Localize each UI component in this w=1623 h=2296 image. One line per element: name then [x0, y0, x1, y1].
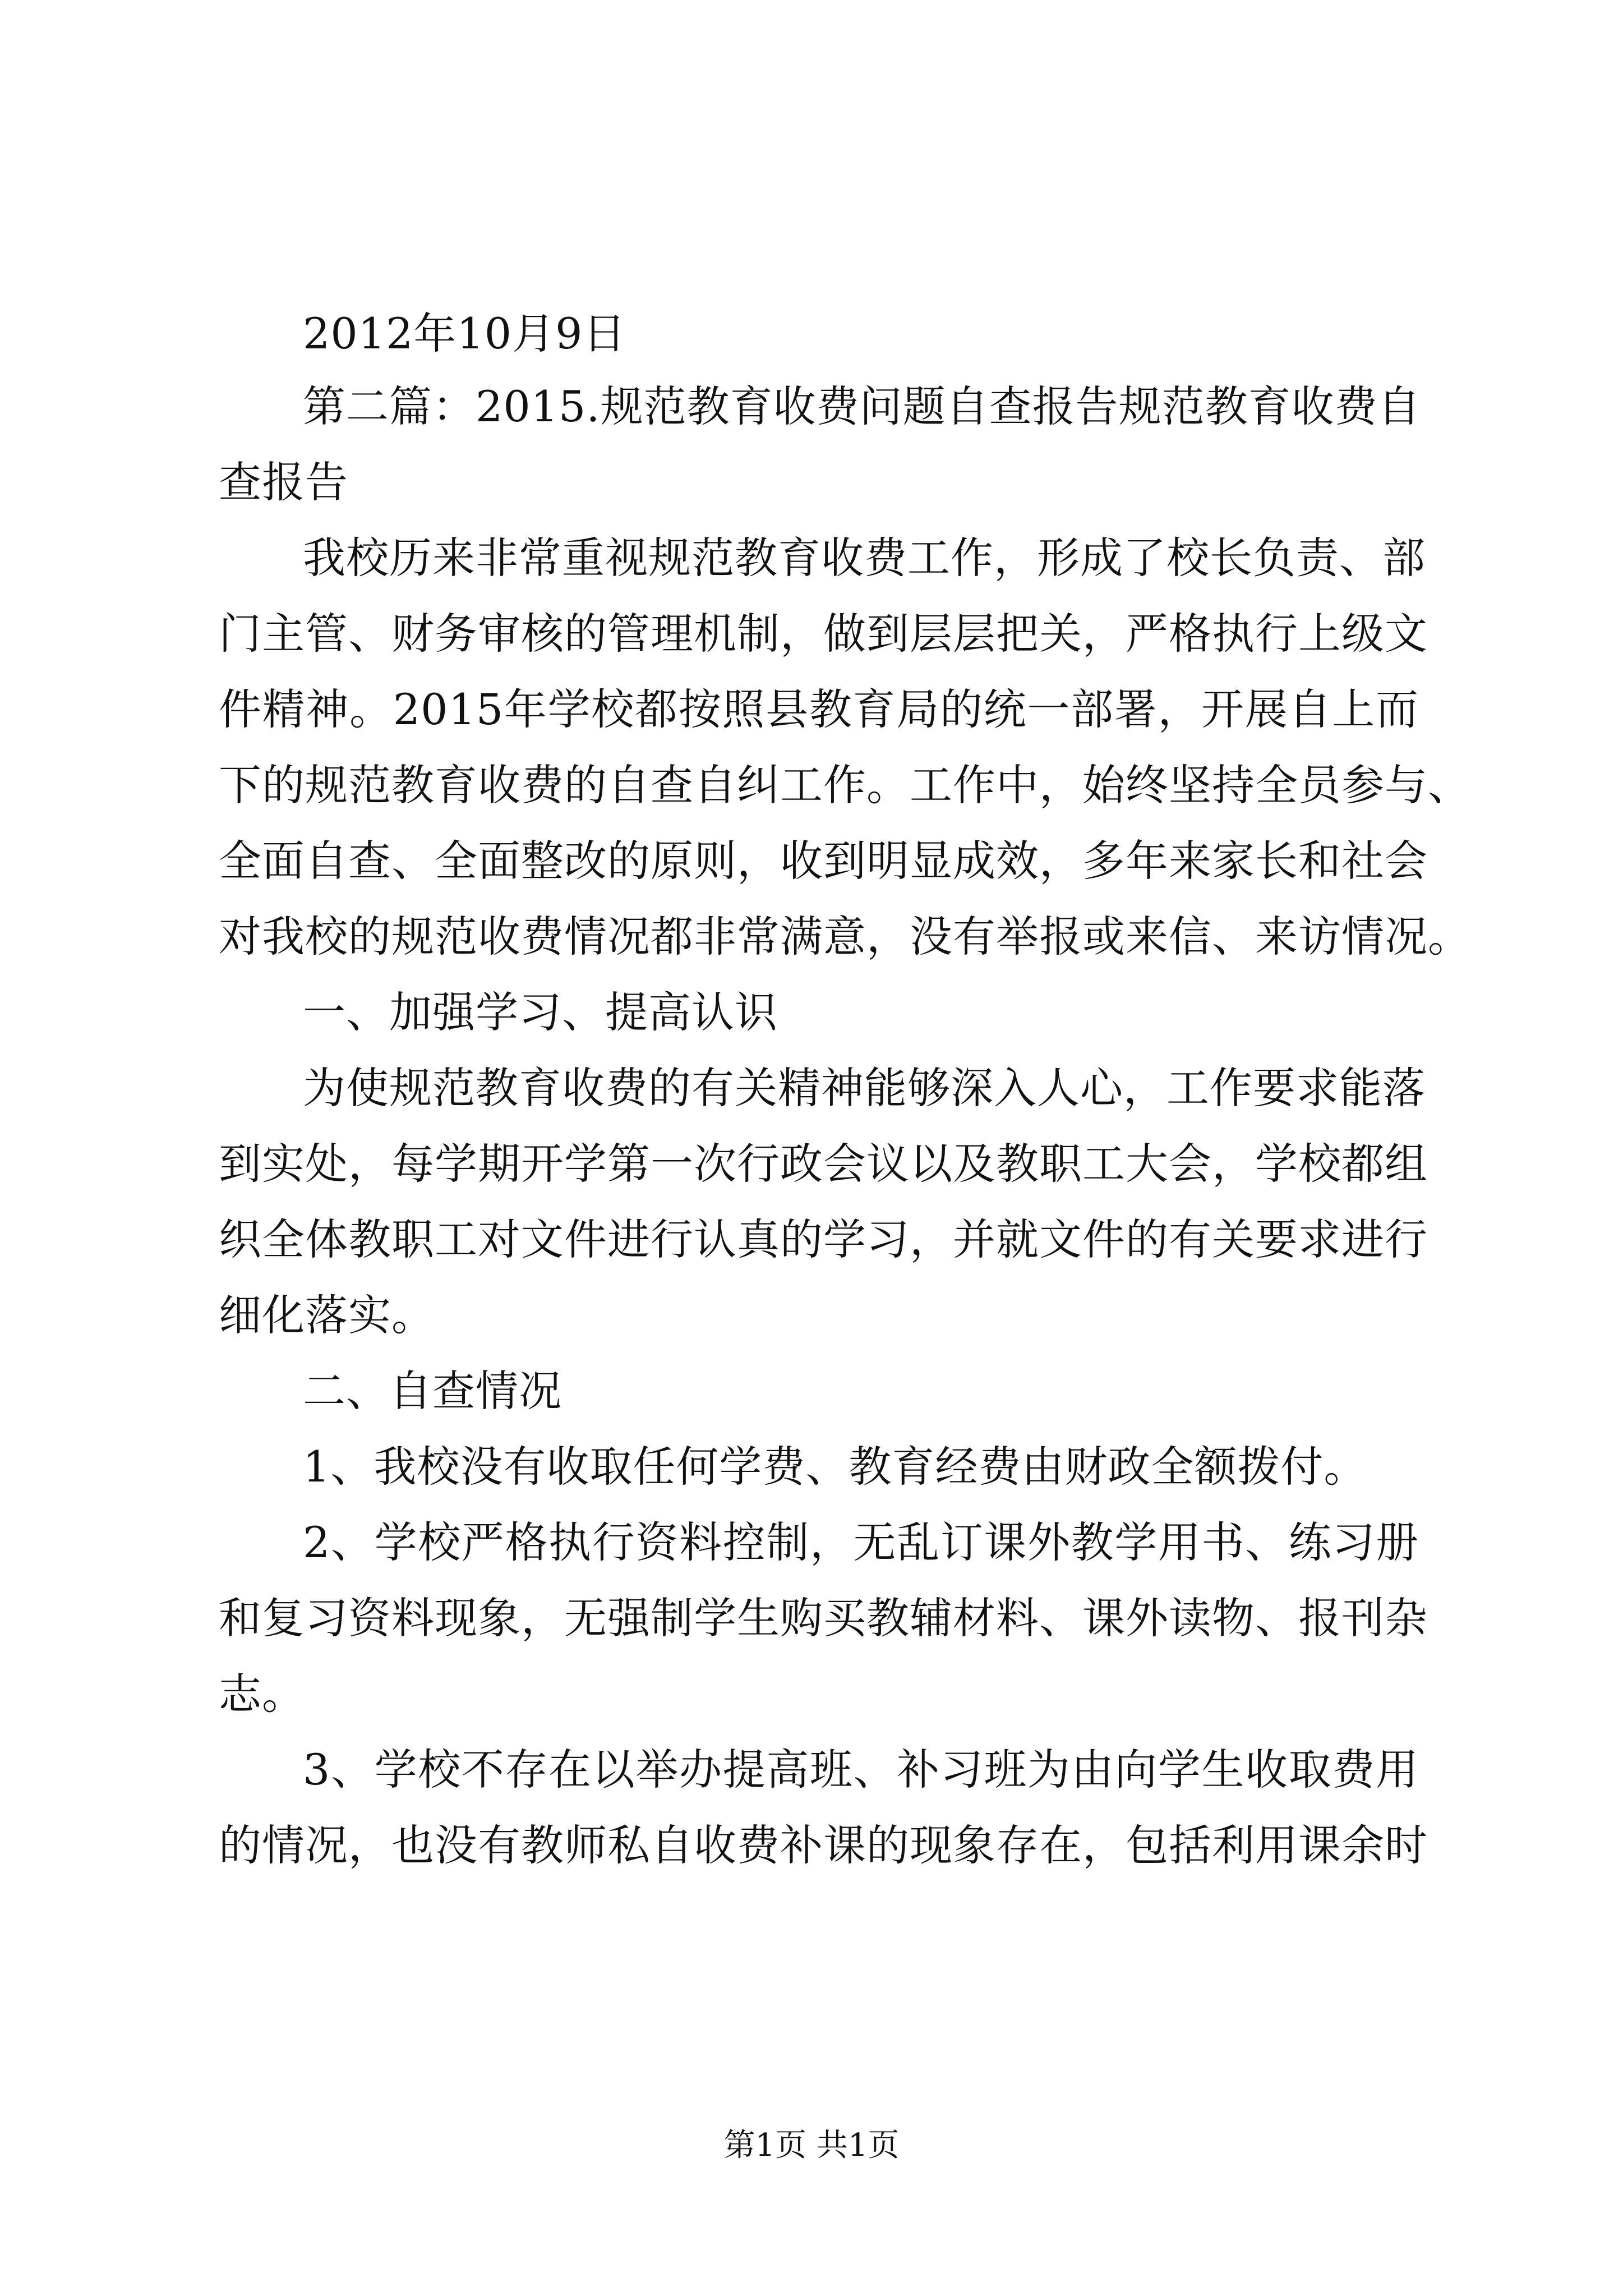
list-item-line: 的情况，也没有教师私自收费补课的现象存在，包括利用课余时	[219, 1820, 1428, 1870]
paragraph-line: 件精神。2015年学校都按照县教育局的统一部署，开展自上而	[219, 684, 1419, 734]
list-item-line: 3、学校不存在以举办提高班、补习班为由向学生收取费用	[303, 1745, 1419, 1795]
paragraph-line: 为使规范教育收费的有关精神能够深入人心，工作要求能落	[303, 1063, 1426, 1113]
section-title-line: 第二篇：2015.规范教育收费问题自查报告规范教育收费自	[303, 381, 1421, 431]
paragraph-line: 对我校的规范收费情况都非常满意，没有举报或来信、来访情况。	[219, 912, 1471, 961]
paragraph-line: 到实处，每学期开学第一次行政会议以及教职工大会，学校都组	[219, 1139, 1428, 1189]
heading-line: 一、加强学习、提高认识	[303, 987, 778, 1037]
paragraph-line: 下的规范教育收费的自查自纠工作。工作中，始终坚持全员参与、	[219, 760, 1471, 810]
paragraph-line: 织全体教职工对文件进行认真的学习，并就文件的有关要求进行	[219, 1214, 1428, 1264]
paragraph-line: 我校历来非常重视规范教育收费工作，形成了校长负责、部	[303, 533, 1426, 583]
page-footer: 第1页 共1页	[723, 2127, 900, 2164]
paragraph-line: 细化落实。	[219, 1290, 435, 1340]
paragraph-line: 全面自查、全面整改的原则，收到明显成效，多年来家长和社会	[219, 836, 1428, 886]
heading-line: 二、自查情况	[303, 1366, 562, 1416]
list-item-line: 和复习资料现象，无强制学生购买教辅材料、课外读物、报刊杂	[219, 1593, 1428, 1643]
date-line: 2012年10月9日	[303, 309, 626, 358]
paragraph-line: 门主管、财务审核的管理机制，做到层层把关，严格执行上级文	[219, 609, 1428, 659]
section-title-line: 查报告	[219, 457, 348, 507]
list-item-line: 志。	[219, 1669, 305, 1719]
list-item-line: 1、我校没有收取任何学费、教育经费由财政全额拨付。	[303, 1442, 1367, 1492]
list-item-line: 2、学校严格执行资料控制，无乱订课外教学用书、练习册	[303, 1517, 1419, 1567]
